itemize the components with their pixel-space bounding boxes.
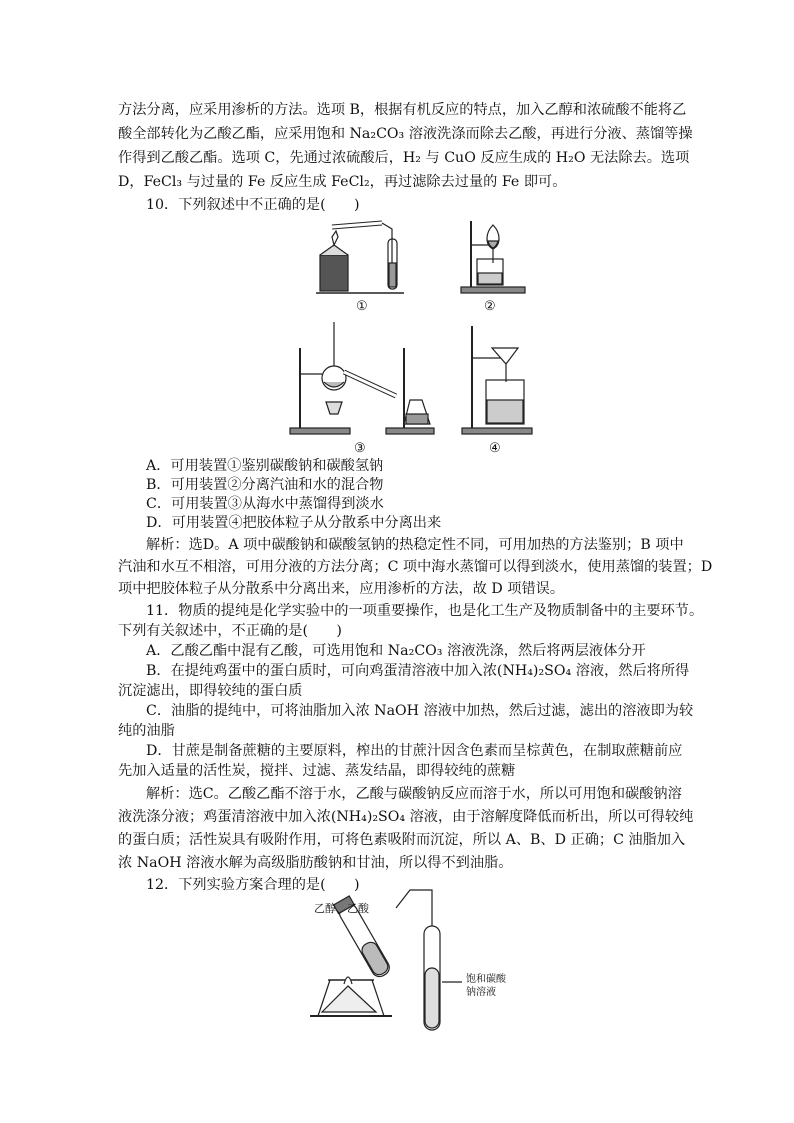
q11-analysis-line-2: 液洗涤分液；鸡蛋清溶液中加入浓(NH₄)₂SO₄ 溶液，由于溶解度降低而析出，所以可得较纯	[118, 809, 694, 825]
q10-option-b: B．可用装置②分离汽油和水的混合物	[146, 477, 384, 493]
q11-option-a: A．乙酸乙酯中混有乙酸，可选用饱和 Na₂CO₃ 溶液洗涤，然后将两层液体分开	[146, 643, 646, 659]
solution-label-line-2: 钠溶液	[466, 987, 496, 998]
q10-analysis-line-1: 解析：选D。A 项中碳酸钠和碳酸氢钠的热稳定性不同，可用加热的方法鉴别；B 项中	[146, 537, 684, 553]
apparatus-1-figure	[312, 215, 412, 297]
apparatus-1-label: ①	[356, 299, 368, 314]
apparatus-3-label: ③	[354, 441, 366, 456]
prev-paragraph-line-2: 酸全部转化为乙酸乙酯，应采用饱和 Na₂CO₃ 溶液洗涤而除去乙酸，再进行分液、蒸馏等操	[118, 126, 693, 142]
q10-analysis-line-3: 项中把胶体粒子从分散系中分离出来，应用渗析的方法，故 D 项错误。	[118, 581, 565, 597]
q10-stem: 10．下列叙述中不正确的是( )	[146, 197, 360, 213]
prev-paragraph-line-1: 方法分离，应采用渗析的方法。选项 B，根据有机反应的特点，加入乙醇和浓硫酸不能将乙	[118, 102, 687, 118]
q12-stem: 12．下列实验方案合理的是( )	[146, 877, 360, 893]
q11-option-d-line-2: 先加入适量的活性炭，搅拌、过滤、蒸发结晶，即得较纯的蔗糖	[118, 763, 516, 779]
q11-option-b-line-1: B．在提纯鸡蛋中的蛋白质时，可向鸡蛋清溶液中加入浓(NH₄)₂SO₄ 溶液，然后将所得	[146, 663, 690, 679]
apparatus-3-figure	[286, 318, 436, 438]
q11-analysis-line-3: 的蛋白质；活性炭具有吸附作用，可将色素吸附而沉淀，所以 A、B、D 正确；C 油脂加入	[118, 832, 686, 848]
q10-analysis-line-2: 汽油和水互不相溶，可用分液的方法分离；C 项中海水蒸馏可以得到淡水，使用蒸馏的装置；D	[118, 559, 713, 575]
q11-stem-line-2: 下列有关叙述中，不正确的是( )	[118, 623, 342, 639]
q11-option-c-line-1: C．油脂的提纯中，可将油脂加入浓 NaOH 溶液中加热，然后过滤，滤出的溶液即为较	[146, 703, 694, 719]
apparatus-2-figure	[455, 215, 535, 297]
apparatus-2-label: ②	[484, 299, 496, 314]
prev-paragraph-line-3: 作得到乙酸乙酯。选项 C，先通过浓硫酸后，H₂ 与 CuO 反应生成的 H₂O 无法除去。选项	[118, 150, 690, 166]
q11-option-d-line-1: D．甘蔗是制备蔗糖的主要原料，榨出的甘蔗汁因含色素而呈棕黄色，在制取蔗糖前应	[146, 743, 683, 759]
q11-option-c-line-2: 纯的油脂	[118, 723, 175, 739]
q10-option-d: D．可用装置④把胶体粒子从分散系中分离出来	[146, 515, 442, 531]
prev-paragraph-line-4: D，FeCl₃ 与过量的 Fe 反应生成 FeCl₂，再过滤除去过量的 Fe 即可。	[118, 174, 567, 190]
solution-label-line-1: 饱和碳酸	[466, 974, 506, 985]
q11-option-b-line-2: 沉淀滤出，即得较纯的蛋白质	[118, 683, 303, 699]
apparatus-4-figure	[460, 322, 540, 438]
q11-stem-line-1: 11．物质的提纯是化学实验中的一项重要操作，也是化工生产及物质制备中的主要环节。	[146, 603, 704, 619]
esterification-apparatus-figure	[300, 884, 530, 1036]
q11-analysis-line-4: 浓 NaOH 溶液水解为高级脂肪酸钠和甘油，所以得不到油脂。	[118, 855, 513, 871]
q10-option-c: C．可用装置③从海水中蒸馏得到淡水	[146, 496, 384, 512]
reagent-label: 乙醇、乙酸	[314, 902, 369, 915]
apparatus-4-label: ④	[489, 441, 501, 456]
q10-option-a: A．可用装置①鉴别碳酸钠和碳酸氢钠	[146, 458, 384, 474]
q11-analysis-line-1: 解析：选C。乙酸乙酯不溶于水，乙酸与碳酸钠反应而溶于水，所以可用饱和碳酸钠溶	[146, 786, 682, 802]
